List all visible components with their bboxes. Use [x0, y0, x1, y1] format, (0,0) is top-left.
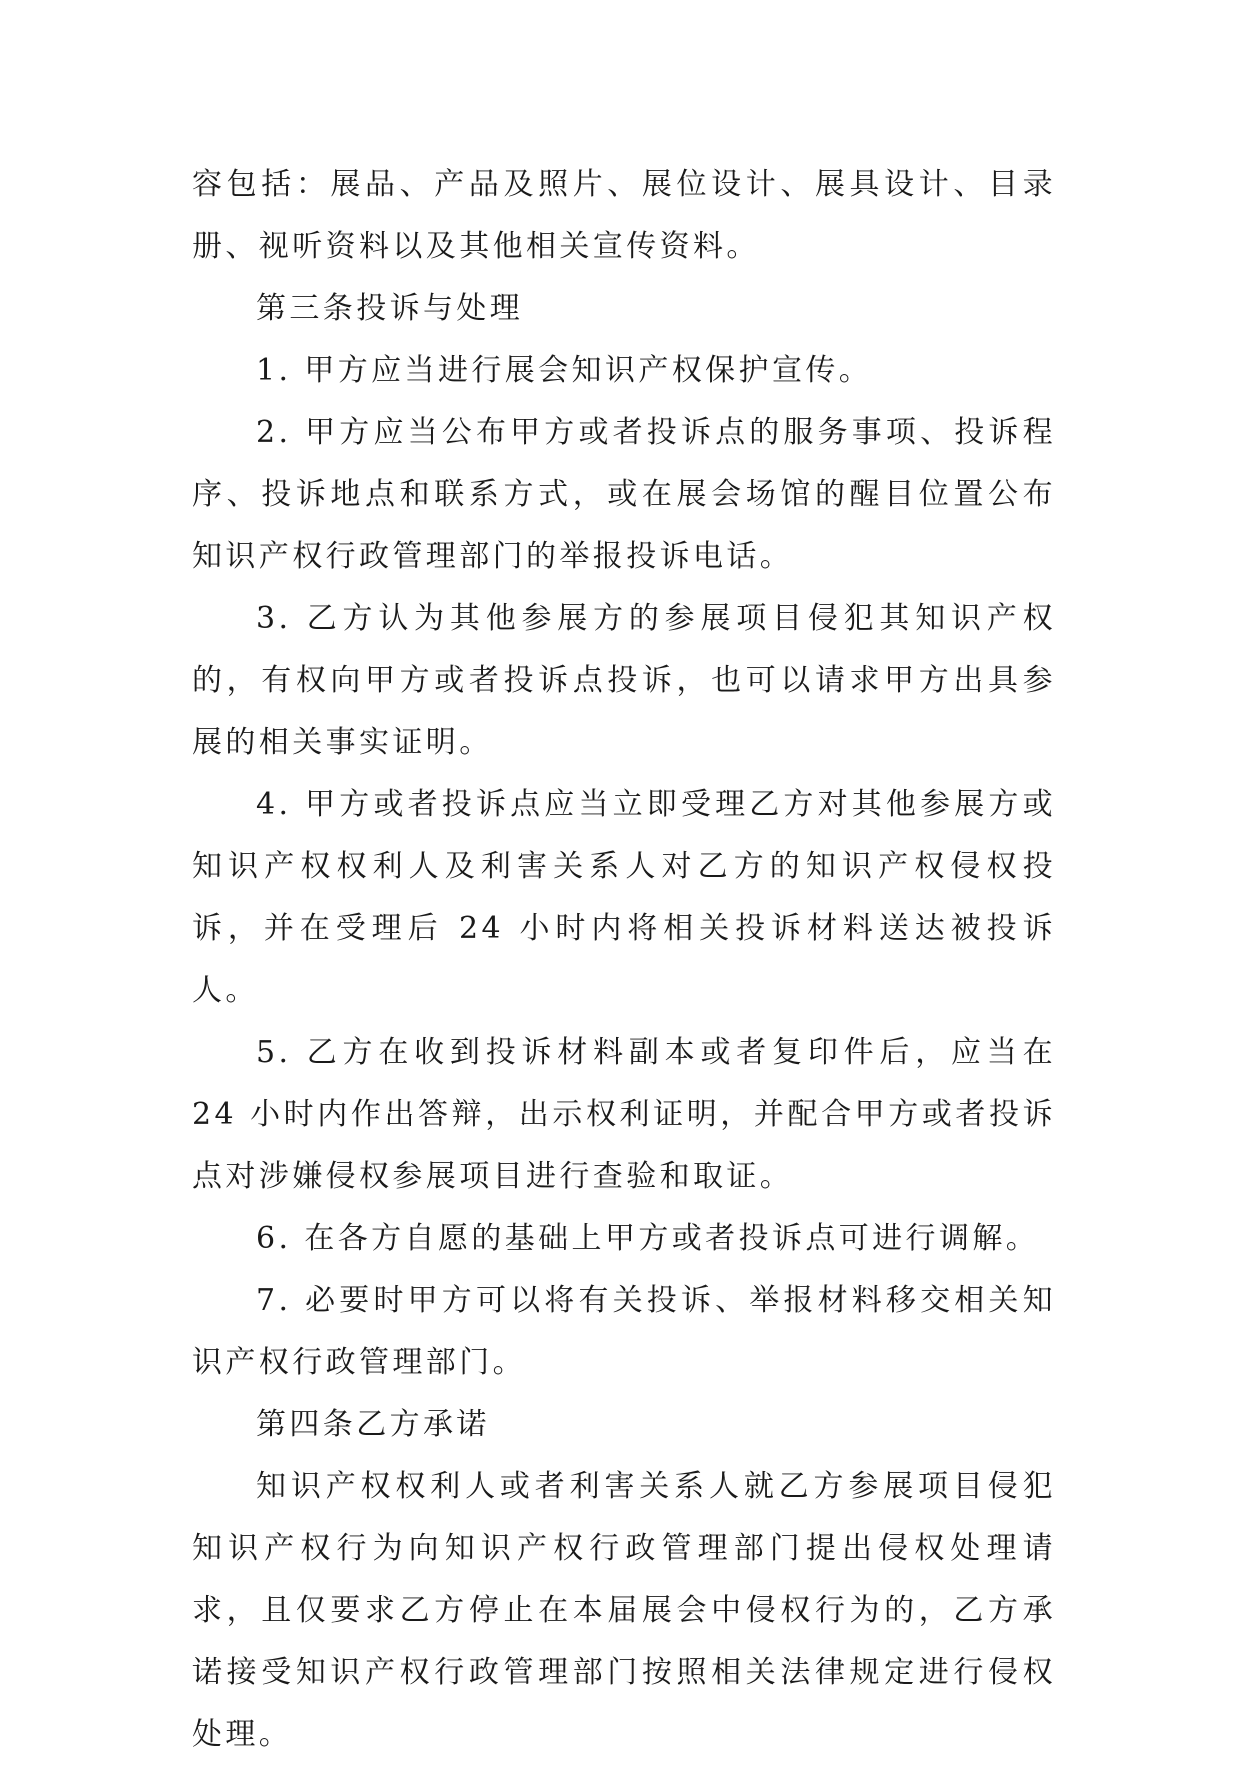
clause-6: 6. 在各方自愿的基础上甲方或者投诉点可进行调解。	[256, 1221, 1040, 1256]
paragraph-continuation: 容包括：展品、产品及照片、展位设计、展具设计、目录册、视听资料以及其他相关宣传资料。	[192, 167, 1056, 264]
clause-1: 1. 甲方应当进行展会知识产权保护宣传。	[256, 353, 873, 388]
clause-2: 2. 甲方应当公布甲方或者投诉点的服务事项、投诉程序、投诉地点和联系方式，或在展会场馆的醒目位置公布知识产权行政管理部门的举报投诉电话。	[192, 415, 1056, 574]
clause-7: 7. 必要时甲方可以将有关投诉、举报材料移交相关知识产权行政管理部门。	[192, 1283, 1056, 1380]
article-4-body: 知识产权权利人或者利害关系人就乙方参展项目侵犯知识产权行为向知识产权行政管理部门提出侵权处理请求，且仅要求乙方停止在本届展会中侵权行为的，乙方承诺接受知识产权行政管理部门按照相关法律规定进行侵权处理。	[192, 1469, 1056, 1752]
document-body	[192, 154, 1056, 1766]
clause-5: 5. 乙方在收到投诉材料副本或者复印件后，应当在 24 小时内作出答辩，出示权利证明，并配合甲方或者投诉点对涉嫌侵权参展项目进行查验和取证。	[192, 1035, 1056, 1194]
article-heading-4: 第四条乙方承诺	[256, 1407, 490, 1442]
clause-4: 4. 甲方或者投诉点应当立即受理乙方对其他参展方或知识产权权利人及利害关系人对乙方的知识产权侵权投诉，并在受理后 24 小时内将相关投诉材料送达被投诉人。	[192, 787, 1056, 1008]
clause-3: 3. 乙方认为其他参展方的参展项目侵犯其知识产权的，有权向甲方或者投诉点投诉，也可以请求甲方出具参展的相关事实证明。	[192, 601, 1056, 760]
article-heading-3: 第三条投诉与处理	[256, 291, 524, 326]
